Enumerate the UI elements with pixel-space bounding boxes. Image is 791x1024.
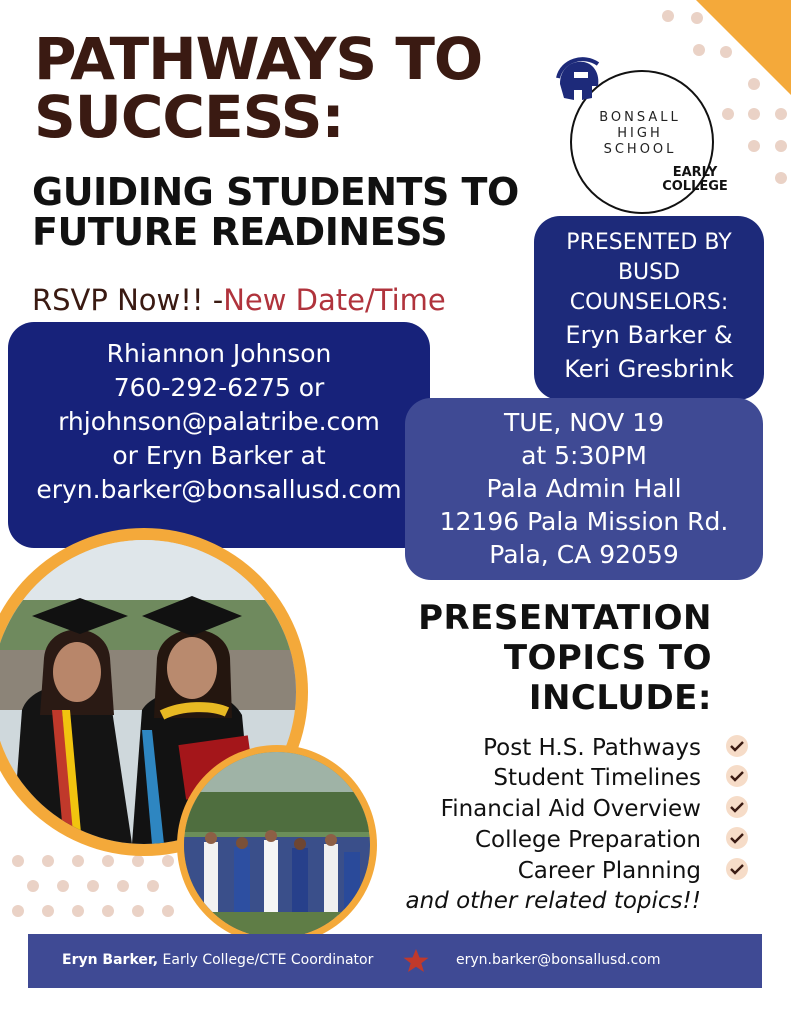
contact-email-2: eryn.barker@bonsallusd.com xyxy=(36,475,402,504)
footer-contact-name: Eryn Barker, Early College/CTE Coordinator xyxy=(62,952,374,968)
new-date-label: New Date/Time xyxy=(223,283,446,317)
main-title-line1: PATHWAYS TO xyxy=(34,25,483,93)
rsvp-contact-box: Rhiannon Johnson 760-292-6275 or rhjohnson@palatribe.com or Eryn Barker at eryn.barker@bonsallusd.com xyxy=(8,322,430,548)
presenters-box: PRESENTED BY BUSD COUNSELORS: Eryn Barker & Keri Gresbrink xyxy=(534,216,764,400)
footer-bar xyxy=(28,934,762,988)
ceremony-crowd-photo xyxy=(184,752,370,938)
contact-name: Rhiannon Johnson xyxy=(106,339,332,368)
main-title-line2: SUCCESS: xyxy=(34,83,344,151)
rsvp-label: RSVP Now!! - xyxy=(32,283,224,317)
checkmark-icon xyxy=(726,827,748,849)
corner-triangle-decoration xyxy=(696,0,791,95)
spartan-helmet-icon xyxy=(552,54,604,106)
topics-heading: PRESENTATION TOPICS TO INCLUDE: xyxy=(418,598,712,718)
event-address: 12196 Pala Mission Rd. xyxy=(439,507,729,536)
rsvp-line xyxy=(32,283,446,317)
logo-early-college: EARLY COLLEGE xyxy=(662,165,728,194)
topic-item: Post H.S. Pathways xyxy=(483,735,701,761)
contact-email-1: rhjohnson@palatribe.com xyxy=(58,407,380,436)
checkmark-icon xyxy=(726,858,748,880)
event-time: at 5:30PM xyxy=(521,441,647,470)
presented-by-label: PRESENTED BY xyxy=(566,230,732,255)
other-topics-note: and other related topics!! xyxy=(405,888,701,914)
event-details-box xyxy=(405,398,763,580)
event-city: Pala, CA 92059 xyxy=(489,540,679,569)
event-date: TUE, NOV 19 xyxy=(503,408,665,437)
subtitle-line1: GUIDING STUDENTS TO xyxy=(32,170,519,214)
topic-item: Career Planning xyxy=(517,858,701,884)
checkmark-icon xyxy=(726,765,748,787)
checkmark-icon xyxy=(726,796,748,818)
footer-email: eryn.barker@bonsallusd.com xyxy=(456,952,661,968)
topic-item: College Preparation xyxy=(475,827,701,853)
topic-item: Financial Aid Overview xyxy=(440,796,701,822)
topic-item: Student Timelines xyxy=(493,765,701,791)
event-venue: Pala Admin Hall xyxy=(486,474,682,503)
presenter-names: Eryn Barker & xyxy=(565,321,733,349)
subtitle xyxy=(32,172,552,252)
logo-school-name: BONSALL HIGH SCHOOL xyxy=(599,110,681,157)
checkmark-icon xyxy=(726,735,748,757)
subtitle-line2: FUTURE READINESS xyxy=(32,210,448,254)
star-icon xyxy=(401,946,431,976)
main-title xyxy=(34,25,574,151)
contact-phone: 760-292-6275 or xyxy=(113,373,325,402)
